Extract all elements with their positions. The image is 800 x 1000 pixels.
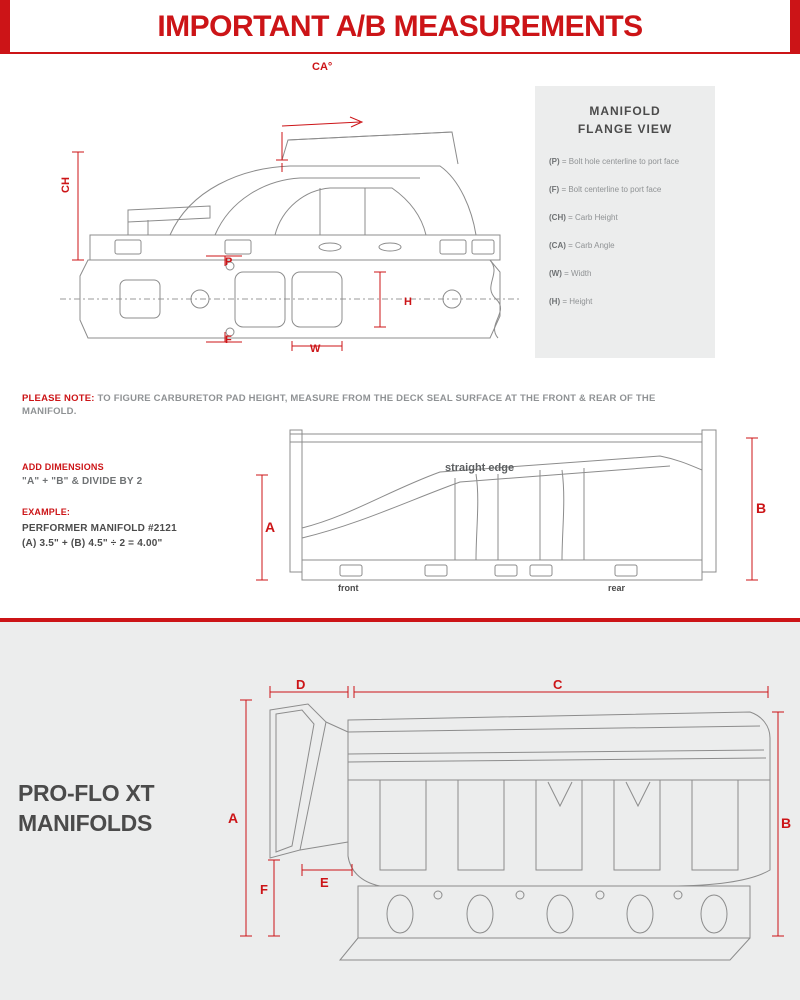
- pro-flo-heading: [18, 778, 218, 838]
- legend-text: = Width: [564, 269, 592, 278]
- straight-edge-measurement-view: [240, 420, 785, 610]
- label-a-mid: A: [265, 519, 276, 535]
- label-p: P: [225, 256, 233, 268]
- add-dimensions-heading: ADD DIMENSIONS: [22, 462, 104, 472]
- label-h: H: [404, 296, 412, 308]
- flange-legend-list: [549, 156, 705, 324]
- legend-text: = Carb Height: [568, 213, 618, 222]
- pro-flo-xt-panel: [0, 622, 800, 1000]
- example-heading: EXAMPLE:: [22, 507, 71, 517]
- manifold-flange-plan-view-svg: [20, 242, 530, 372]
- legend-code: (CA): [549, 241, 566, 250]
- pro-flo-heading-line2: MANIFOLDS: [18, 810, 153, 836]
- label-a-bottom: A: [228, 810, 239, 826]
- legend-code: (H): [549, 297, 561, 306]
- label-f-bottom: F: [260, 882, 268, 897]
- legend-item: [549, 240, 705, 251]
- add-dimensions-body: "A" + "B" & DIVIDE BY 2: [22, 476, 143, 487]
- legend-text: = Bolt hole centerline to port face: [561, 157, 680, 166]
- legend-code: (F): [549, 185, 560, 194]
- flange-legend-title: [535, 102, 715, 138]
- legend-item: [549, 212, 705, 223]
- calculation-block: [22, 462, 242, 551]
- label-b-bottom: B: [781, 815, 792, 831]
- please-note-body: TO FIGURE CARBURETOR PAD HEIGHT, MEASURE FROM THE DECK SEAL SURFACE AT THE FRONT & REAR OF THE MANIFOLD.: [22, 393, 656, 417]
- label-b-mid: B: [756, 500, 767, 516]
- legend-text: = Height: [562, 297, 593, 306]
- pro-flo-xt-svg: [230, 670, 790, 980]
- please-note-lead: PLEASE NOTE:: [22, 393, 95, 404]
- label-f: F: [225, 334, 232, 346]
- legend-text: = Carb Angle: [568, 241, 615, 250]
- legend-item: [549, 184, 705, 195]
- top-side-and-plan-views: [20, 60, 530, 360]
- flange-legend-title-line1: MANIFOLD: [589, 104, 661, 118]
- example-line-1: PERFORMER MANIFOLD #2121: [22, 523, 177, 534]
- please-note-block: [22, 392, 712, 418]
- pro-flo-heading-line1: PRO-FLO XT: [18, 780, 155, 806]
- legend-code: (W): [549, 269, 562, 278]
- example-line-2: (A) 3.5" + (B) 4.5" ÷ 2 = 4.00": [22, 538, 163, 549]
- legend-item: [549, 268, 705, 279]
- label-straight-edge: straight edge: [445, 462, 515, 474]
- title-underline: [0, 52, 800, 54]
- label-rear: rear: [608, 583, 626, 593]
- label-c-bottom: C: [553, 677, 563, 692]
- label-e-bottom: E: [320, 875, 329, 890]
- flange-view-legend-box: [535, 86, 715, 358]
- flange-legend-title-line2: FLANGE VIEW: [577, 122, 673, 136]
- legend-code: (P): [549, 157, 560, 166]
- straight-edge-view-svg: [240, 420, 785, 610]
- label-w: W: [310, 343, 321, 355]
- label-d-bottom: D: [296, 677, 306, 692]
- legend-code: (CH): [549, 213, 566, 222]
- legend-item: [549, 296, 705, 307]
- pro-flo-xt-drawing: [230, 670, 790, 980]
- label-carb-angle: CA°: [312, 61, 333, 73]
- page-title: IMPORTANT A/B MEASUREMENTS: [157, 10, 643, 43]
- legend-text: = Bolt centerline to port face: [561, 185, 662, 194]
- label-carb-height: CH: [60, 177, 72, 193]
- legend-item: [549, 156, 705, 167]
- label-front: front: [338, 583, 359, 593]
